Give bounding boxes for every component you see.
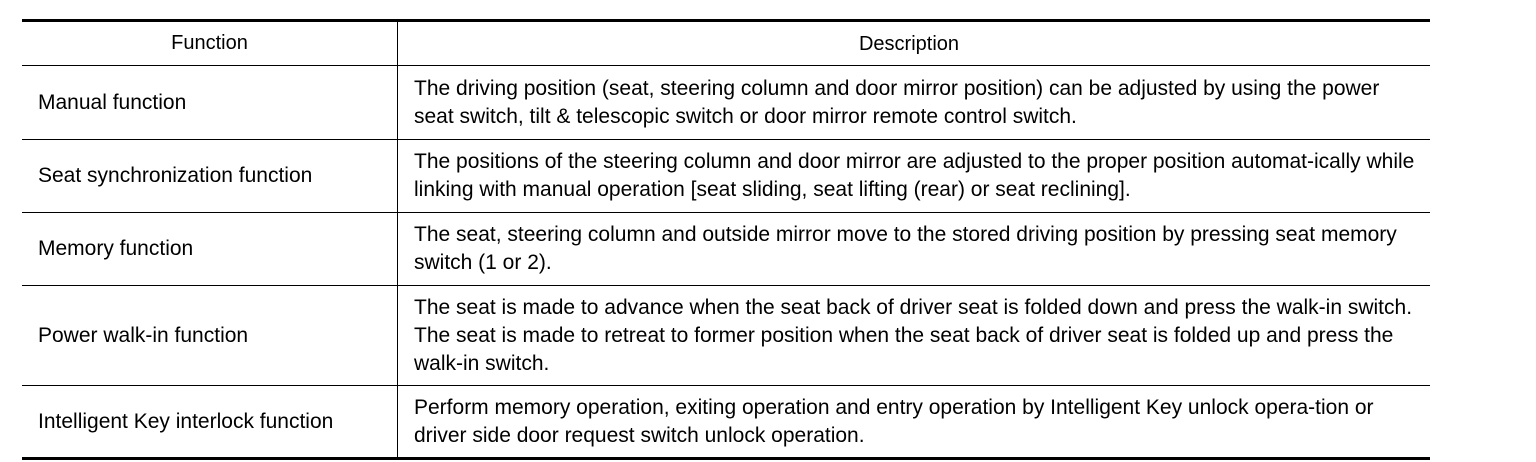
table-row xyxy=(22,213,1430,286)
function-cell: Power walk-in function xyxy=(22,286,398,385)
table-header-row xyxy=(22,22,1430,66)
description-cell: The seat is made to advance when the seat back of driver seat is folded down and press the walk-in switch. The seat is made to retreat to former position when the seat back of driver seat is folded up and press the walk-in switch. xyxy=(414,295,1413,375)
header-description: Description xyxy=(858,32,960,55)
table-row xyxy=(22,386,1430,457)
description-cell: Perform memory operation, exiting operation and entry operation by Intelligent Key unlock opera-tion or driver side door request switch unlock operation. xyxy=(414,395,1374,447)
table-row xyxy=(22,66,1430,140)
function-cell: Seat synchronization function xyxy=(22,140,398,212)
table-row xyxy=(22,286,1430,386)
function-cell: Intelligent Key interlock function xyxy=(22,386,398,457)
function-cell: Memory function xyxy=(22,213,398,285)
function-cell: Manual function xyxy=(22,66,398,139)
description-cell: The seat, steering column and outside mirror move to the stored driving position by pressing seat memory switch (1 or 2). xyxy=(414,223,1397,274)
table-row xyxy=(22,140,1430,213)
function-description-table xyxy=(22,19,1430,460)
description-cell: The driving position (seat, steering column and door mirror position) can be adjusted by using the power seat switch, tilt & telescopic switch or door mirror remote control switch. xyxy=(414,76,1380,128)
header-function: Function xyxy=(22,22,398,65)
description-cell: The positions of the steering column and door mirror are adjusted to the proper position automat-ically while linking with manual operation [seat sliding, seat lifting (rear) or seat reclining]. xyxy=(414,150,1415,201)
